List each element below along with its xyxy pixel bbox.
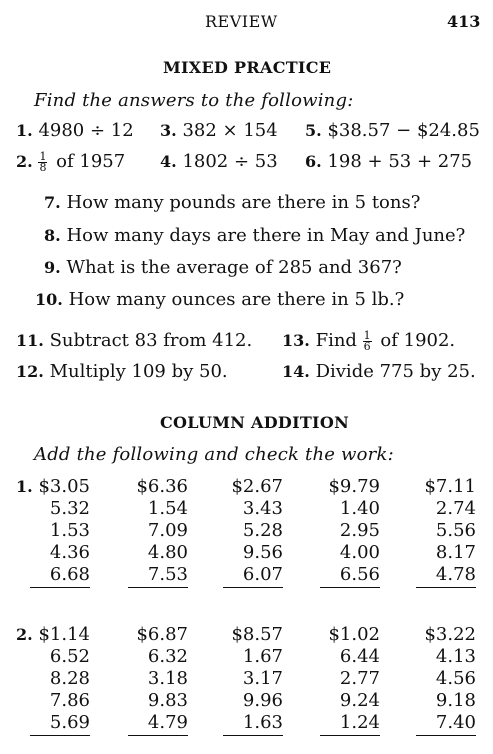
problem-2 bbox=[16, 151, 125, 173]
problem-number: 3. bbox=[160, 121, 177, 140]
addend: 4.78 bbox=[416, 564, 476, 588]
problem-11 bbox=[16, 330, 252, 351]
addend: $8.57 bbox=[231, 624, 283, 645]
problem-3 bbox=[160, 120, 278, 141]
question-10 bbox=[35, 289, 404, 310]
addend: 1.40 bbox=[339, 498, 380, 519]
problem-number: 9. bbox=[44, 258, 61, 277]
addend: 8.17 bbox=[435, 542, 476, 563]
addend: 4.00 bbox=[339, 542, 380, 563]
addend: 6.44 bbox=[339, 646, 380, 667]
problem-1 bbox=[16, 120, 134, 141]
problem-text: Multiply 109 by 50. bbox=[49, 361, 228, 382]
addend: 1.67 bbox=[242, 646, 283, 667]
problem-text: 4980 ÷ 12 bbox=[38, 120, 134, 141]
set-number: 1. bbox=[16, 477, 33, 496]
fraction: $\frac{1}{6}$ bbox=[363, 329, 371, 353]
addition-column bbox=[416, 476, 476, 588]
addend: 4.36 bbox=[49, 542, 90, 563]
problem-text: of 1957 bbox=[50, 151, 126, 172]
problem-text: How many pounds are there in 5 tons? bbox=[66, 192, 421, 213]
section-heading-mixed-practice: MIXED PRACTICE bbox=[163, 58, 332, 77]
addend: $6.36 bbox=[136, 476, 188, 497]
addend: 5.69 bbox=[30, 712, 90, 736]
addend: $9.79 bbox=[328, 476, 380, 497]
problem-12 bbox=[16, 361, 228, 382]
question-9 bbox=[44, 257, 402, 278]
problem-text: Find bbox=[315, 330, 363, 351]
addend: 9.96 bbox=[242, 690, 283, 711]
addition-column bbox=[30, 476, 90, 588]
addend: 3.18 bbox=[147, 668, 188, 689]
addend: 4.80 bbox=[147, 542, 188, 563]
problem-number: 6. bbox=[305, 152, 322, 171]
addition-column bbox=[223, 476, 283, 588]
addend: 3.17 bbox=[242, 668, 283, 689]
problem-number: 14. bbox=[282, 362, 310, 381]
addend: $1.02 bbox=[328, 624, 380, 645]
addition-column bbox=[320, 476, 380, 588]
addend: 6.07 bbox=[223, 564, 283, 588]
addend: 9.18 bbox=[435, 690, 476, 711]
addend: 4.13 bbox=[435, 646, 476, 667]
addend: $1.14 bbox=[38, 624, 90, 645]
addend: 5.56 bbox=[435, 520, 476, 541]
addend: 6.56 bbox=[320, 564, 380, 588]
addition-column bbox=[223, 624, 283, 736]
addend: 1.54 bbox=[147, 498, 188, 519]
problem-number: 10. bbox=[35, 290, 63, 309]
addend: 3.43 bbox=[242, 498, 283, 519]
addition-column bbox=[128, 476, 188, 588]
problem-number: 5. bbox=[305, 121, 322, 140]
addend: 9.24 bbox=[339, 690, 380, 711]
addition-column bbox=[128, 624, 188, 736]
problem-text: 382 × 154 bbox=[182, 120, 278, 141]
addend: 9.83 bbox=[147, 690, 188, 711]
page-number: 413 bbox=[447, 12, 481, 31]
problem-13 bbox=[282, 330, 455, 352]
problem-text: How many ounces are there in 5 lb.? bbox=[68, 289, 405, 310]
problem-text: Subtract 83 from 412. bbox=[49, 330, 253, 351]
problem-number: 11. bbox=[16, 331, 44, 350]
addend: 5.32 bbox=[49, 498, 90, 519]
problem-14 bbox=[282, 361, 476, 382]
question-8 bbox=[44, 225, 465, 246]
addend: 7.40 bbox=[416, 712, 476, 736]
addition-column bbox=[30, 624, 90, 736]
section-heading-column-addition: COLUMN ADDITION bbox=[160, 413, 350, 432]
addend: $3.22 bbox=[424, 624, 476, 645]
problem-text: What is the average of 285 and 367? bbox=[66, 257, 402, 278]
addend: 2.95 bbox=[339, 520, 380, 541]
set-number: 2. bbox=[16, 625, 33, 644]
addend: 1.53 bbox=[49, 520, 90, 541]
problem-number: 2. bbox=[16, 152, 33, 171]
addend: 1.63 bbox=[223, 712, 283, 736]
problem-text: of 1902. bbox=[374, 330, 456, 351]
addition-column bbox=[320, 624, 380, 736]
addend: 8.28 bbox=[49, 668, 90, 689]
addend: 7.09 bbox=[147, 520, 188, 541]
addend: 9.56 bbox=[242, 542, 283, 563]
addend: 4.79 bbox=[128, 712, 188, 736]
problem-number: 7. bbox=[44, 193, 61, 212]
problem-number: 13. bbox=[282, 331, 310, 350]
addend: $2.67 bbox=[231, 476, 283, 497]
addend: 4.56 bbox=[435, 668, 476, 689]
fraction: $\frac{1}{8}$ bbox=[39, 150, 47, 174]
addend: $7.11 bbox=[424, 476, 476, 497]
instruction-column-addition: Add the following and check the work: bbox=[34, 444, 394, 465]
addend: $6.87 bbox=[136, 624, 188, 645]
running-header: REVIEW bbox=[205, 12, 278, 31]
addend: 7.53 bbox=[128, 564, 188, 588]
addend: 2.77 bbox=[339, 668, 380, 689]
problem-number: 1. bbox=[16, 121, 33, 140]
problem-4 bbox=[160, 151, 278, 172]
problem-5 bbox=[305, 120, 480, 141]
problem-text: 198 + 53 + 275 bbox=[327, 151, 473, 172]
addend: $3.05 bbox=[38, 476, 90, 497]
addend: 6.68 bbox=[30, 564, 90, 588]
problem-text: How many days are there in May and June? bbox=[66, 225, 466, 246]
problem-number: 8. bbox=[44, 226, 61, 245]
problem-text: $38.57 − $24.85 bbox=[327, 120, 480, 141]
addend: 2.74 bbox=[435, 498, 476, 519]
problem-number: 12. bbox=[16, 362, 44, 381]
question-7 bbox=[44, 192, 420, 213]
addition-column bbox=[416, 624, 476, 736]
problem-number: 4. bbox=[160, 152, 177, 171]
problem-6 bbox=[305, 151, 472, 172]
problem-text: 1802 ÷ 53 bbox=[182, 151, 278, 172]
addend: 1.24 bbox=[320, 712, 380, 736]
addend: 7.86 bbox=[49, 690, 90, 711]
problem-text: Divide 775 by 25. bbox=[315, 361, 476, 382]
addend: 6.52 bbox=[49, 646, 90, 667]
addend: 6.32 bbox=[147, 646, 188, 667]
addend: 5.28 bbox=[242, 520, 283, 541]
instruction-mixed: Find the answers to the following: bbox=[34, 90, 354, 111]
